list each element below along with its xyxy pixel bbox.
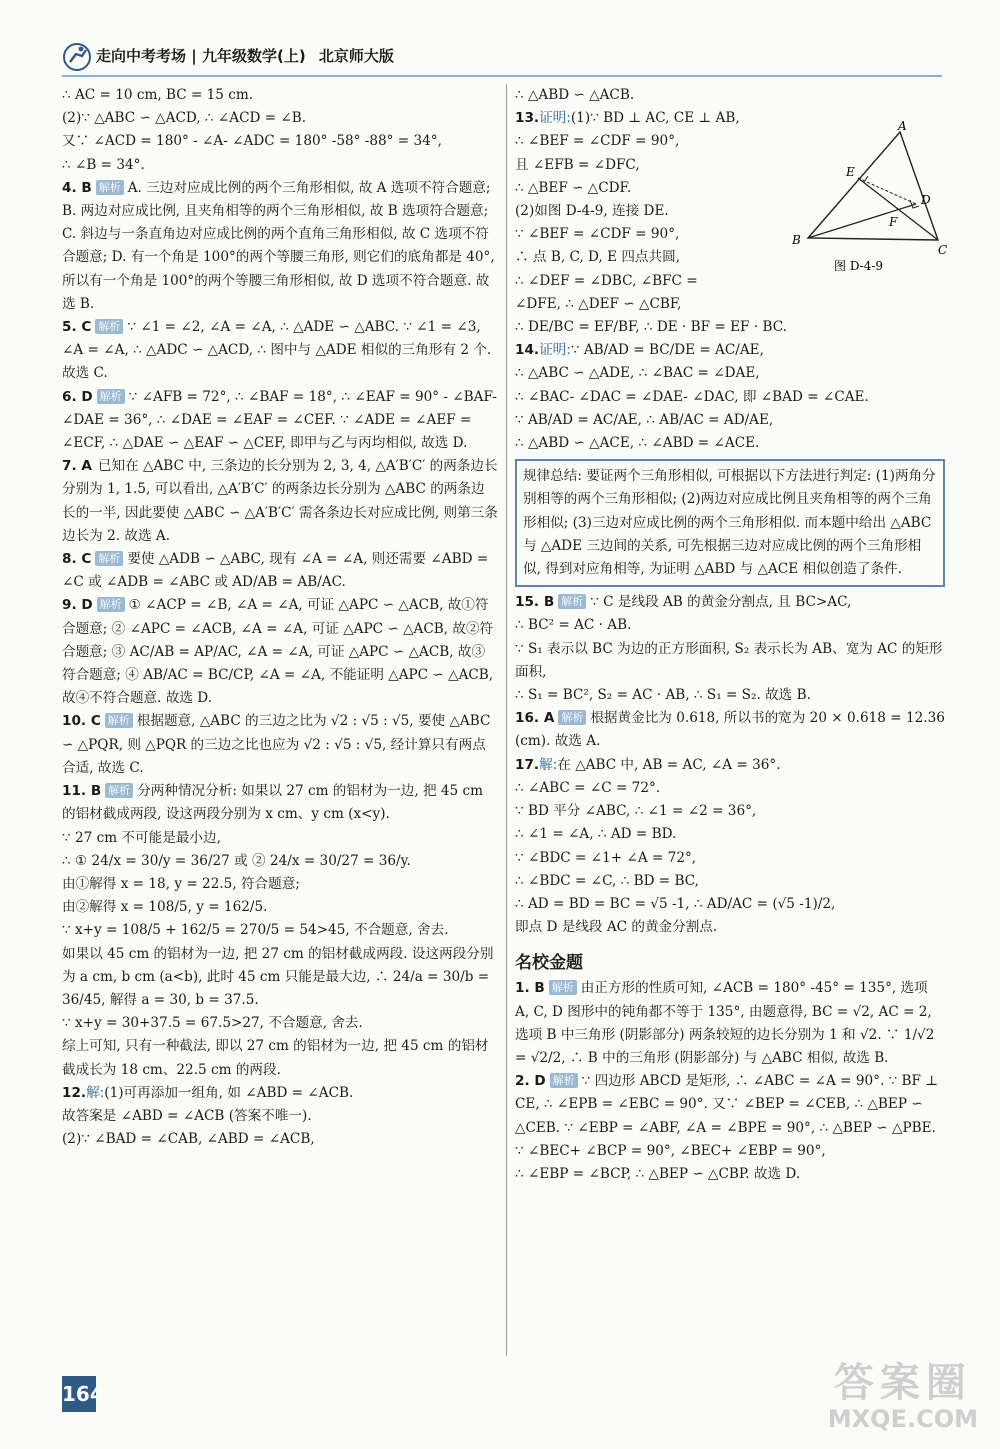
page-number: 164 (62, 1376, 96, 1412)
answer-item (62, 1082, 498, 1105)
rule-summary-box (515, 459, 945, 587)
answer-text: ∴ ∠BDC = ∠C, ∴ BD = BC, (515, 872, 699, 889)
answer-line (515, 684, 945, 707)
answer-text: ∵ AB/AD = AC/AE, ∴ AB/AC = AD/AE, (515, 411, 774, 428)
answer-text: 名校金题 (515, 953, 583, 974)
header-brand: 走向中考考场 | 九年级数学(上) 北京师大版 (96, 47, 394, 65)
answer-text: ∴ ∠DEF = ∠DBC, ∠BFC = (515, 272, 698, 289)
answer-line (62, 827, 498, 850)
answer-text: ∠DFE, ∴ △DEF ∽ △CBF, (515, 295, 682, 312)
answer-text: 在 △ABC 中, AB = AC, ∠A = 36°. (557, 756, 781, 773)
answer-text: (2)如图 D-4-9, 连接 DE. (515, 203, 669, 220)
question-number: 9. D (62, 597, 93, 614)
watermark-line2: MXQE.COM (827, 1405, 978, 1433)
answer-line (62, 107, 498, 130)
question-number: 13. (515, 110, 540, 127)
runner-logo-icon (62, 42, 92, 72)
answer-line (62, 1105, 498, 1128)
answer-text: ∵ ∠BEF = ∠CDF = 90°, (515, 226, 680, 243)
answer-item (515, 977, 945, 1070)
answer-line (62, 1128, 498, 1151)
answer-text: (1)∵ BD ⊥ AC, CE ⊥ AB, (570, 110, 740, 127)
answer-line (515, 316, 945, 339)
answer-item (62, 710, 498, 780)
answer-text: 根据题意, △ABC 的三边之比为 √2 : √5 : √5, 要使 △ABC ∽ △PQR, 则 △PQR 的三边之比也应为 √2 : √5 : √5, 经计算只有两点合适, 故选 C. (62, 713, 491, 776)
answer-text: 已知在 △ABC 中, 三条边的长分别为 2, 3, 4, △A′B′C′ 的两条边长分别为 1, 1.5, 可以看出, △A′B′C′ 的两条边长分别为 △ABC 的两条边长的一半, 因此要使 △ABC ∽ △A′B′C′ 需各条边长对应成比例, 则第三条边长为 2. 故选 A. (62, 458, 498, 544)
answer-text: 由正方形的性质可知, ∠ACB = 180° -45° = 135°, 选项 A, C, D 图形中的钝角都不等于 135°, 由题意得, BC = √2, AC = 2, 选项 B 中三角形 (阴影部分) 两条较短的边长分别为 1 和 √2. ∵ 1/√2 = √2/2, ∴ B 中的三角形 (阴影部分) 与 △ABC 相似, 故选 B. (515, 980, 935, 1066)
answer-text: ∵ BD 平分 ∠ABC, ∴ ∠1 = ∠2 = 36°, (515, 803, 757, 820)
answer-text: ∴ BC² = AC · AB. (515, 617, 632, 634)
answer-text: ∴ ∠BEF = ∠CDF = 90°, (515, 133, 680, 150)
answer-item (62, 594, 498, 710)
answer-text: ∴ ∠B = 34°. (62, 156, 145, 173)
figure-caption: 图 D-4-9 (834, 259, 884, 273)
answer-text: 分两种情况分析: 如果以 27 cm 的铝材为一边, 把 45 cm 的铝材截成两段, 设这两段分别为 x cm、y cm (x<y). (62, 783, 484, 823)
answer-text: ∴ △BEF ∽ △CDF. (515, 179, 632, 196)
question-number: 4. B (62, 179, 92, 196)
answer-line (62, 1012, 498, 1035)
watermark (828, 1361, 978, 1433)
question-number: 16. A (515, 710, 555, 727)
answer-text: ① ∠ACP = ∠B, ∠A = ∠A, 可证 △APC ∽ △ACB, 故①符合题意; ② ∠APC = ∠ACB, ∠A = ∠A, 可证 △APC ∽ △ACB, 故②符合题意; ③ AC/AB = AP/AC, ∠A = ∠A, 可证 △APC ∽ △ACB, 故③符合题意; ④ AB/AC = BC/CP, ∠A = ∠A, 不能证明 △APC ∽ △ACB, 故④不符合题意. 故选 D. (62, 597, 494, 707)
answer-text: 要使 △ADB ∽ △ABC, 现有 ∠A = ∠A, 则还需要 ∠ABD = ∠C 或 ∠ADB = ∠ABC 或 AD/AB = AB/AC. (62, 551, 489, 591)
answer-text: 根据黄金比为 0.618, 所以书的宽为 20 × 0.618 = 12.36 (cm). 故选 A. (515, 710, 945, 750)
fig-label-a: A (898, 120, 907, 133)
answer-text: ∴ S₁ = BC², S₂ = AC · AB, ∴ S₁ = S₂. 故选 B. (515, 687, 811, 704)
answer-text: 故答案是 ∠ABD = ∠ACB (答案不唯一). (62, 1107, 312, 1124)
header-divider (62, 75, 942, 77)
proof-tag: 证明: (539, 110, 571, 127)
solution-tag: 解: (86, 1084, 105, 1101)
solution-tag: 解: (539, 756, 558, 773)
answer-line (515, 638, 945, 684)
analysis-tag: 解析 (95, 319, 123, 334)
answer-line (62, 919, 498, 942)
page-header (62, 40, 582, 74)
answer-line (62, 154, 498, 177)
answer-item (515, 591, 945, 614)
fig-label-b: B (792, 233, 801, 247)
analysis-tag: 解析 (549, 980, 577, 995)
answer-line (515, 386, 945, 409)
answer-text: ∵ ∠BDC = ∠1+ ∠A = 72°, (515, 849, 697, 866)
answer-text: ∵ C 是线段 AB 的黄金分割点, 且 BC>AC, (590, 594, 852, 611)
answer-item (62, 455, 498, 548)
answer-line (515, 847, 945, 870)
answer-text: ∵ x+y = 108/5 + 162/5 = 270/5 = 54>45, 不合题意, 舍去. (62, 922, 449, 939)
answer-item (62, 177, 498, 316)
answer-text: ∴ AD = BD = BC = √5 -1, ∴ AD/AC = (√5 -1)/2, (515, 895, 836, 912)
answer-line (515, 84, 945, 107)
answer-text: ∴ AC = 10 cm, BC = 15 cm. (62, 87, 254, 103)
answer-text: ∵ AB/AD = BC/DE = AC/AE, (570, 342, 764, 359)
answer-line (62, 896, 498, 919)
answer-line (515, 823, 945, 846)
brand-name: 走向中考考场 (96, 47, 187, 65)
answer-text: ∴ ∠EBP = ∠BCP, ∴ △BEP ∽ △CBP. 故选 D. (515, 1165, 801, 1182)
answer-text: ∵ S₁ 表示以 BC 为边的正方形面积, S₂ 表示长为 AB、宽为 AC 的矩形面积, (515, 640, 943, 680)
answer-text: ∵ x+y = 30+37.5 = 67.5>27, 不合题意, 舍去. (62, 1015, 363, 1032)
analysis-tag: 解析 (558, 710, 586, 725)
analysis-tag: 解析 (558, 594, 586, 609)
answer-text: ∵ 27 cm 不可能是最小边, (62, 829, 221, 846)
answer-text: ∵ ∠1 = ∠2, ∠A = ∠A, ∴ △ADE ∽ △ABC. ∵ ∠1 = ∠3, ∠A = ∠A, ∴ △ADC ∽ △ACD, ∴ 图中与 △ADE 相似的三角形有 2 个. 故选 C. (62, 319, 492, 382)
section-title (515, 949, 945, 977)
proof-tag: 证明: (539, 342, 571, 359)
answer-line (62, 850, 498, 873)
answer-line (515, 777, 945, 800)
answer-line (515, 362, 945, 385)
answer-line (515, 1163, 945, 1186)
book-edition: 北京师大版 (318, 47, 394, 65)
answer-line (515, 893, 945, 916)
question-number: 11. B (62, 783, 102, 800)
analysis-tag: 解析 (96, 180, 124, 195)
answer-text: ∴ △ABD ∽ △ACE, ∴ ∠ABD = ∠ACE. (515, 435, 760, 452)
answer-item (62, 316, 498, 386)
answer-item (515, 754, 945, 777)
answer-text: ∴ △ABD ∽ △ACB. (515, 87, 635, 103)
answer-item (515, 339, 945, 362)
answer-text: 如果以 45 cm 的铝材为一边, 把 27 cm 的铝材截成两段. 设这两段分别为 a cm, b cm (a<b), 此时 45 cm 只能是最大边, ∴ 24/a = 30/b = 36/45, 解得 a = 30, b = 37.5. (62, 945, 494, 1008)
answer-line (62, 873, 498, 896)
answer-item (515, 707, 945, 753)
answer-text: ∴ ① 24/x = 30/y = 36/27 或 ② 24/x = 30/27 = 36/y. (62, 852, 411, 869)
answer-line (62, 943, 498, 1013)
answer-item (62, 780, 498, 826)
analysis-tag: 解析 (105, 783, 133, 798)
question-number: 2. D (515, 1073, 546, 1090)
column-divider (506, 84, 507, 1356)
triangle-figure (788, 120, 948, 280)
answer-text: ∴ △ABC ∽ △ADE, ∴ ∠BAC = ∠DAE, (515, 365, 760, 382)
answer-line (62, 130, 498, 153)
answer-text: 且 ∠EFB = ∠DFC, (515, 156, 640, 173)
answer-item (62, 548, 498, 594)
answer-text: 综上可知, 只有一种截法, 即以 27 cm 的铝材为一边, 把 45 cm 的铝材截成长为 18 cm、22.5 cm 的两段. (62, 1038, 489, 1078)
analysis-tag: 解析 (550, 1073, 578, 1088)
answer-text: 规律总结: 要证两个三角形相似, 可根据以下方法进行判定: (1)两角分别相等的两个三角形相似; (2)两边对应成比例且夹角相等的两个三角形相似; (3)三边对应成比例的两个三角形相似. 而本题中给出 △ABC 与 △ADE 三边间的关系, 可先根据三边对应成比例的两个三角形相似, 得到对应角相等, 为证明 △ABD 与 △ACE 相似创造了条件. (523, 468, 936, 578)
watermark-line1: 答案圈 (833, 1360, 972, 1406)
book-subtitle: 九年级数学(上) (201, 47, 306, 65)
analysis-tag: 解析 (105, 713, 133, 728)
answer-item (62, 386, 498, 456)
answer-line (515, 409, 945, 432)
answer-item (515, 1070, 945, 1140)
answer-text: (2)∵ △ABC ∽ △ACD, ∴ ∠ACD = ∠B. (62, 110, 307, 127)
question-number: 6. D (62, 388, 93, 405)
answer-text: ∵ 四边形 ABCD 是矩形, ∴ ∠ABC = ∠A = 90°. ∵ BF ⊥ CE, ∴ ∠EPB = ∠EBC = 90°. 又∵ ∠BEP = ∠CEB, ∴ △BEP ∽ △CEB. ∵ ∠EBP = ∠ABF, ∠A = ∠BPE = 90°, ∴ △BEP ∽ △PBE. (515, 1073, 939, 1136)
question-number: 7. A (62, 458, 92, 475)
answer-text: 即点 D 是线段 AC 的黄金分割点. (515, 919, 718, 936)
question-number: 1. B (515, 980, 545, 997)
question-number: 12. (62, 1084, 87, 1101)
answer-text: 由②解得 x = 108/5, y = 162/5. (62, 899, 268, 916)
answer-text: ∴ ∠BAC- ∠DAC = ∠DAE- ∠DAC, 即 ∠BAD = ∠CAE. (515, 388, 869, 405)
answer-text: (1)可再添加一组角, 如 ∠ABD = ∠ACB. (104, 1084, 354, 1101)
question-number: 8. C (62, 551, 92, 568)
answer-line (515, 1140, 945, 1163)
answer-text: 由①解得 x = 18, y = 22.5, 符合题意; (62, 875, 300, 892)
answer-line (515, 614, 945, 637)
left-column (62, 84, 498, 1151)
question-number: 14. (515, 342, 540, 359)
answer-line (515, 800, 945, 823)
fig-label-c: C (938, 243, 948, 257)
answer-text: 又∵ ∠ACD = 180° - ∠A- ∠ADC = 180° -58° -88° = 34°, (62, 133, 442, 150)
answer-line (62, 84, 498, 107)
question-number: 15. B (515, 594, 555, 611)
fig-label-d: D (921, 193, 931, 207)
answer-line (515, 916, 945, 939)
answer-line (515, 293, 945, 316)
answer-line (515, 432, 945, 455)
answer-text: ∴ 点 B, C, D, E 四点共圆, (515, 249, 681, 266)
answer-text: ∴ ∠ABC = ∠C = 72°. (515, 779, 661, 796)
fig-label-e: E (846, 165, 855, 179)
question-number: 5. C (62, 319, 92, 336)
analysis-tag: 解析 (97, 389, 125, 404)
answer-text: A. 三边对应成比例的两个三角形相似, 故 A 选项不符合题意; B. 两边对应成比例, 且夹角相等的两个三角形相似, 故 B 选项符合题意; C. 斜边与一条直角边对应成比例的两个直角三角形相似, 故 C 选项不符合题意; D. 有一个角是 100°的两个等腰三角形, 则它们的底角都是 40°, 所以有一个角是 100°的两个等腰三角形相似, 故 D 选项不符合题意. 故选 B. (62, 179, 495, 312)
answer-line (62, 1035, 498, 1081)
question-number: 17. (515, 756, 540, 773)
answer-text: ∵ ∠BEC+ ∠BCP = 90°, ∠BEC+ ∠EBP = 90°, (515, 1142, 826, 1159)
answer-text: (2)∵ ∠BAD = ∠CAB, ∠ABD = ∠ACB, (62, 1131, 315, 1148)
fig-label-f: F (889, 215, 898, 229)
answer-text: ∵ ∠AFB = 72°, ∴ ∠BAF = 18°, ∴ ∠EAF = 90° - ∠BAF- ∠DAE = 36°, ∴ ∠DAE = ∠EAF = ∠CEF. ∵ ∠ADE = ∠AEF = ∠ECF, ∴ △DAE ∽ △EAF ∽ △CEF, 即甲与乙与丙均相似, 故选 D. (62, 388, 497, 452)
answer-line (515, 870, 945, 893)
question-number: 10. C (62, 713, 101, 730)
answer-text: ∴ ∠1 = ∠A, ∴ AD = BD. (515, 826, 677, 843)
analysis-tag: 解析 (97, 597, 125, 612)
answer-text: ∴ DE/BC = EF/BF, ∴ DE · BF = EF · BC. (515, 319, 787, 336)
analysis-tag: 解析 (95, 551, 123, 566)
